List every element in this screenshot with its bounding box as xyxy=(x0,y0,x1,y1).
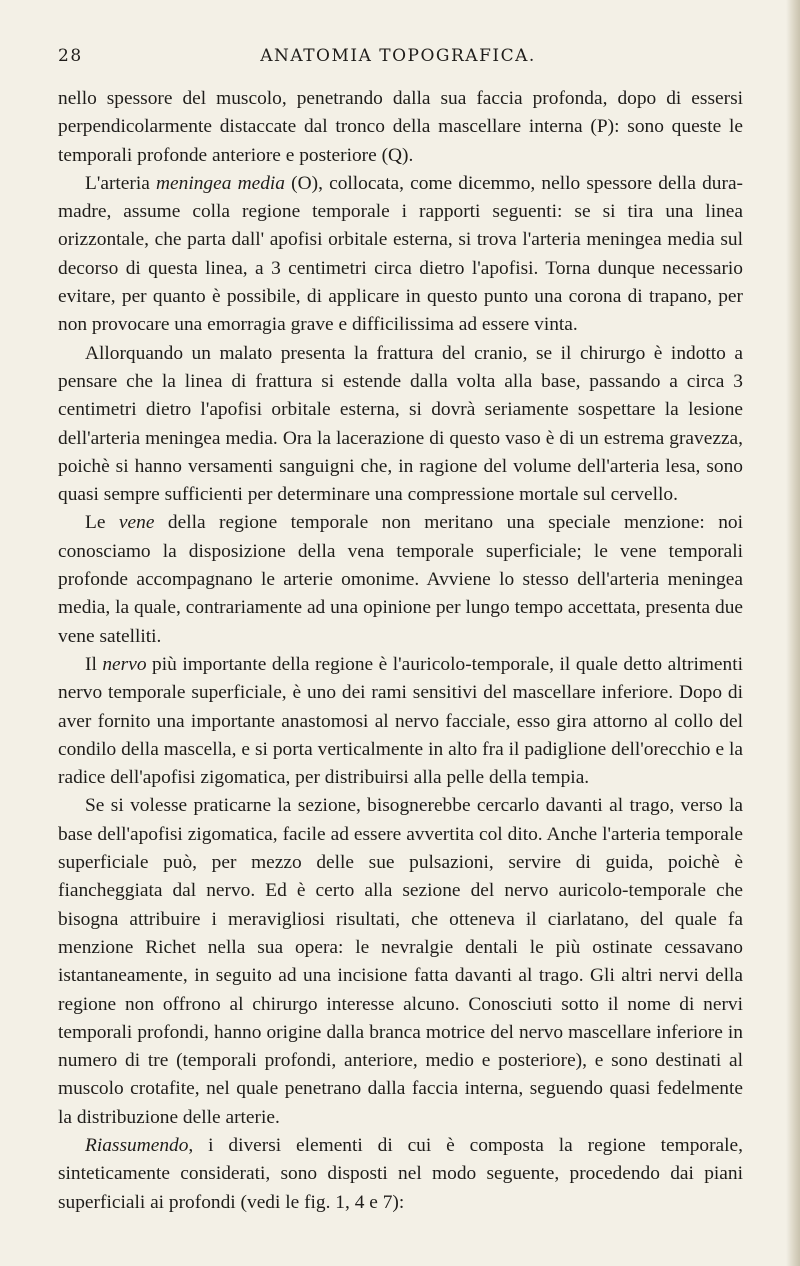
paragraph-text: nello spessore del muscolo, penetrando dalla sua faccia profonda, dopo di essersi perpendicolarmente distaccate dal tronco della mascellare interna (P): sono queste le temporali profonde anteriore e posteriore (Q). xyxy=(58,88,743,166)
page-edge-shadow xyxy=(786,0,800,1266)
paragraph-nervo xyxy=(58,651,743,792)
running-title: ANATOMIA TOPOGRAFICA. xyxy=(260,46,536,66)
italic-term: meningea media xyxy=(156,172,285,194)
page-header xyxy=(58,46,738,76)
page-number: 28 xyxy=(58,46,83,66)
paragraph-text: Le xyxy=(85,512,119,534)
italic-term: Riassumendo xyxy=(85,1134,189,1156)
paragraph-text: più importante della regione è l'auricolo-temporale, il quale detto altrimenti nervo temporale superficiale, è uno dei rami sensitivi del mascellare inferiore. Dopo di aver fornito una importante anastomosi al nervo facciale, esso gira attorno al collo del condilo della mascella, e si porta verticalmente in alto fra il padiglione dell'orecchio e la radice dell'apofisi zigomatica, per distribuirsi alla pelle della tempia. xyxy=(58,653,743,789)
paragraph-frattura-cranio xyxy=(58,340,743,510)
paragraph-text: , i diversi elementi di cui è composta la regione temporale, sinteticamente considerati, sono disposti nel modo seguente, procedendo dai piani superficiali ai profondi (vedi le fig. 1, 4 e 7): xyxy=(58,1134,743,1213)
paragraph-text: L'arteria xyxy=(85,172,157,194)
paragraph-text: della regione temporale non meritano una speciale menzione: noi conosciamo la disposizione della vena temporale superficiale; le vene temporali profonde accompagnano le arterie omonime. Avviene lo stesso dell'arteria meningea media, la quale, contrariamente ad una opinione per lungo tempo accettata, presenta due vene satelliti. xyxy=(58,512,743,647)
paragraph-sezione xyxy=(58,792,743,1132)
paragraph-text: Allorquando un malato presenta la frattura del cranio, se il chirurgo è indotto a pensare che la linea di frattura si estende dalla volta alla base, passando a circa 3 centimetri dietro l'apofisi orbitale esterna, si dovrà seriamente sospettare la lesione dell'arteria meningea media. Ora la lacerazione di questo vaso è di un estrema gravezza, poichè si hanno versamenti sanguigni che, in ragione del volume dell'arteria lesa, sono quasi sempre sufficienti per determinare una compressione mortale sul cervello. xyxy=(58,342,743,506)
italic-term: vene xyxy=(118,512,155,534)
paragraph-riassumendo xyxy=(58,1132,743,1217)
paragraph-text: (O), collocata, come dicemmo, nello spessore della dura-madre, assume colla regione temporale i rapporti seguenti: se si tira una linea orizzontale, che parta dall' apofisi orbitale esterna, si trova l'arteria meningea media sul decorso di questa linea, a 3 centimetri circa dietro l'apofisi. Torna dunque necessario evitare, per quanto è possibile, di applicare in questo punto una corona di trapano, per non provocare una emorragia grave e difficilissima ad essere vinta. xyxy=(58,172,744,336)
paragraph-meningea-media xyxy=(58,170,743,340)
italic-term: nervo xyxy=(102,653,147,675)
paragraph-text: Il xyxy=(85,653,103,675)
body-text xyxy=(58,85,743,1217)
paragraph-continuation xyxy=(58,85,743,170)
paragraph-vene xyxy=(58,509,743,650)
paragraph-text: Se si volesse praticarne la sezione, bisognerebbe cercarlo davanti al trago, verso la base dell'apofisi zigomatica, facile ad essere avvertita col dito. Anche l'arteria temporale superficiale può, per mezzo delle sue pulsazioni, servire di guida, poichè è fiancheggiata dal nervo. Ed è certo alla sezione del nervo auricolo-temporale che bisogna attribuire i meravigliosi risultati, che otteneva il ciarlatano, del quale fa menzione Richet nella sua opera: le nevralgie dentali le più ostinate cessavano istantaneamente, in seguito ad una incisione fatta davanti al trago. Gli altri nervi della regione non offrono al chirurgo interesse alcuno. Conosciuti sotto il nome di nervi temporali profondi, hanno origine dalla branca motrice del nervo mascellare inferiore in numero di tre (temporali profondi, anteriore, medio e posteriore), e sono destinati al muscolo crotafite, nel quale penetrano dalla faccia interna, seguendo quasi fedelmente la distribuzione delle arterie. xyxy=(58,795,743,1128)
